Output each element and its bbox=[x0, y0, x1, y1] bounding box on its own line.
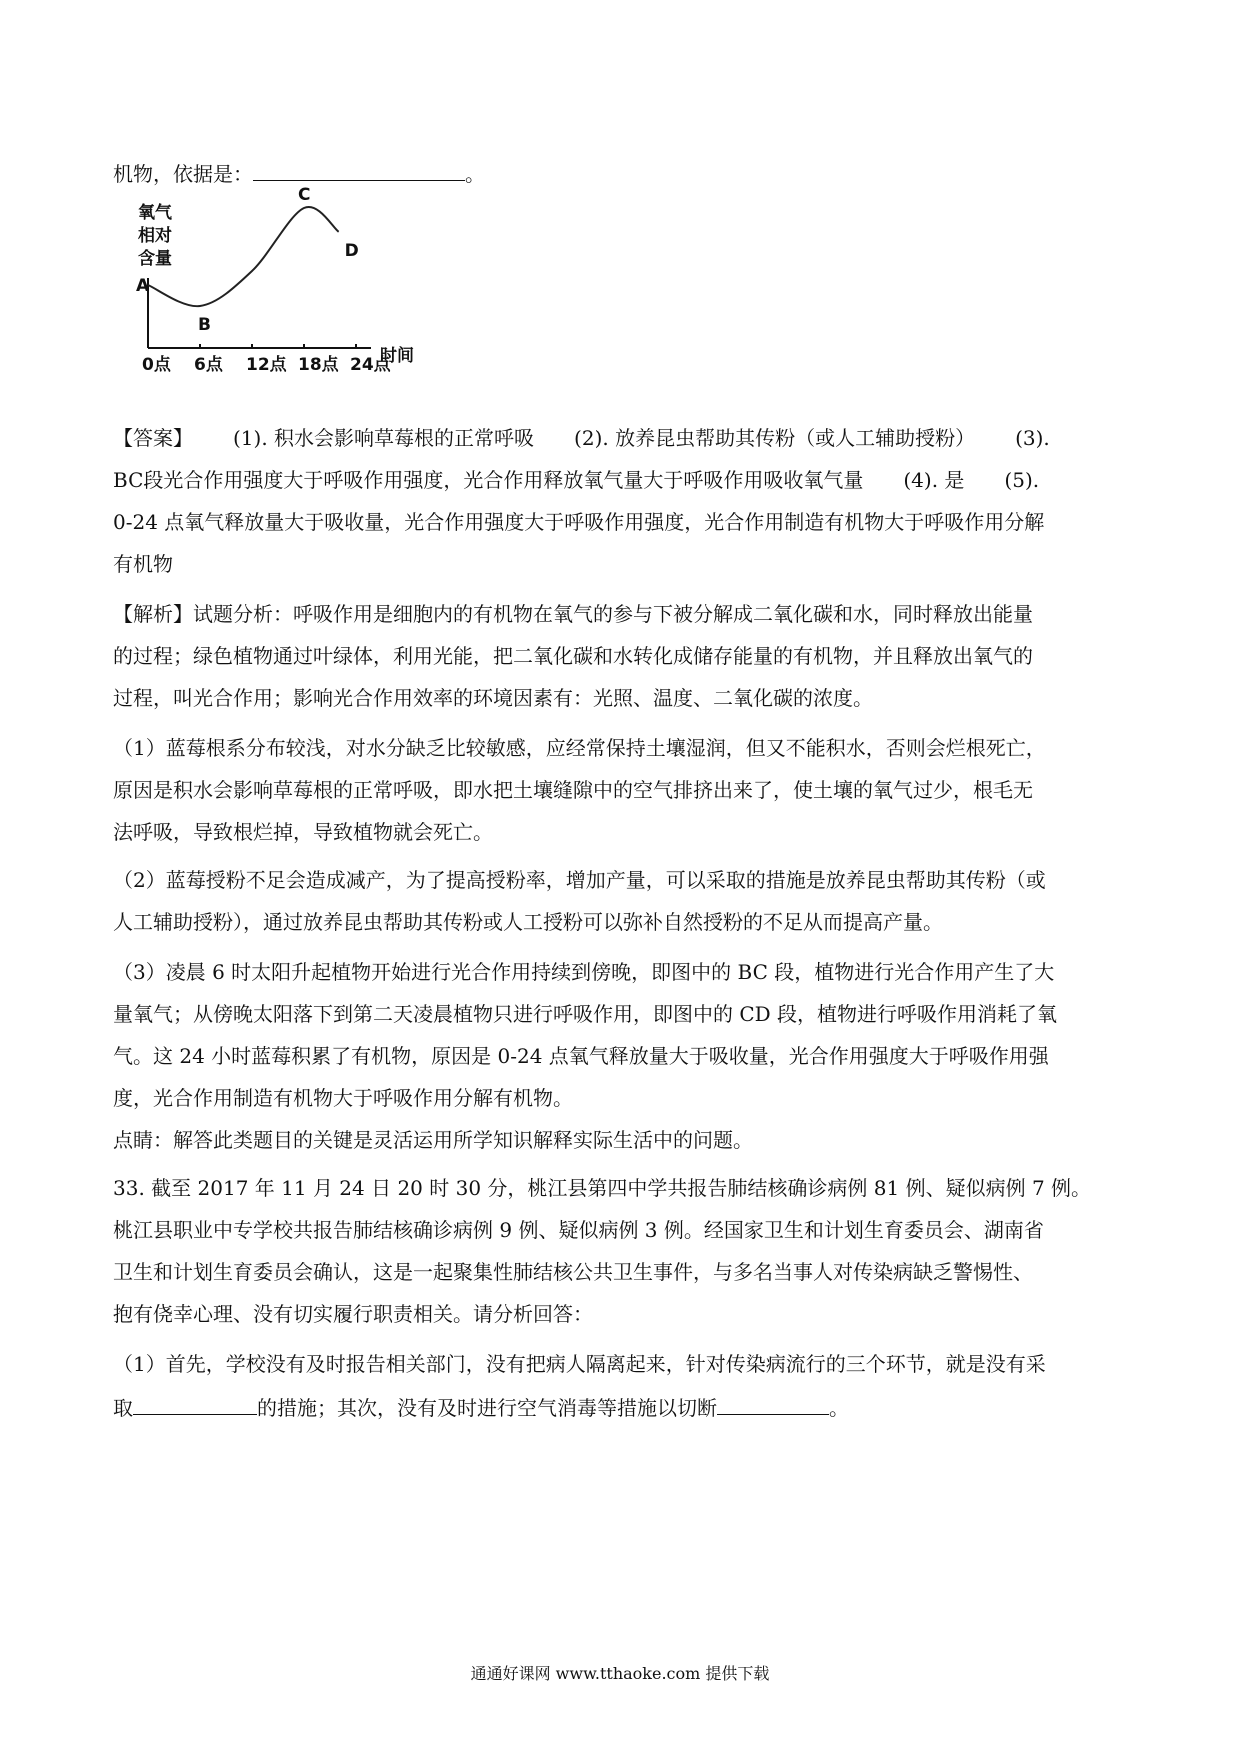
q32-tail-prefix: 机物，依据是： bbox=[113, 162, 253, 186]
analysis-line: 度，光合作用制造有机物大于呼吸作用分解有机物。 bbox=[113, 1086, 573, 1110]
oxygen-curve bbox=[148, 207, 339, 306]
analysis-line: （2）蓝莓授粉不足会造成减产，为了提高授粉率，增加产量，可以采取的措施是放养昆虫帮助其传粉（或 bbox=[113, 868, 1046, 892]
x-tick-label: 6点 bbox=[194, 355, 223, 375]
analysis-line: 过程，叫光合作用；影响光合作用效率的环境因素有：光照、温度、二氧化碳的浓度。 bbox=[113, 686, 873, 710]
point-label-a: A bbox=[136, 276, 150, 296]
answer-1: (1). 积水会影响草莓根的正常呼吸 bbox=[233, 426, 535, 450]
page-footer: 通通好课网 www.tthaoke.com 提供下载 bbox=[470, 1664, 770, 1683]
key-point: 点睛：解答此类题目的关键是灵活运用所学知识解释实际生活中的问题。 bbox=[113, 1128, 753, 1152]
x-axis-tick-labels bbox=[142, 354, 392, 375]
analysis-line: 人工辅助授粉），通过放养昆虫帮助其传粉或人工授粉可以弥补自然授粉的不足从而提高产量。 bbox=[113, 910, 943, 934]
x-axis-label: 时间 bbox=[380, 346, 414, 366]
analysis-line: 量氧气；从傍晚太阳落下到第二天凌晨植物只进行呼吸作用，即图中的 CD 段，植物进行呼吸作用消耗了氧 bbox=[113, 1002, 1058, 1026]
answer-line-3: 0-24 点氧气释放量大于吸收量，光合作用强度大于呼吸作用强度，光合作用制造有机物大于呼吸作用分解 bbox=[113, 510, 1045, 534]
question-33-line: 卫生和计划生育委员会确认，这是一起聚集性肺结核公共卫生事件，与多名当事人对传染病缺乏警惕性、 bbox=[113, 1260, 1033, 1284]
answer-2: (2). 放养昆虫帮助其传粉（或人工辅助授粉） bbox=[574, 426, 976, 450]
point-label-c: C bbox=[298, 185, 311, 205]
answer-line-1 bbox=[113, 424, 1050, 452]
q33-suffix: 。 bbox=[829, 1396, 849, 1420]
x-tick-label: 12点 bbox=[246, 355, 287, 375]
y-axis-label bbox=[138, 202, 173, 269]
analysis-line: 原因是积水会影响草莓根的正常呼吸，即水把土壤缝隙中的空气排挤出来了，使土壤的氧气过少，根毛无 bbox=[113, 778, 1033, 802]
q33-mid: 的措施；其次，没有及时进行空气消毒等措施以切断 bbox=[257, 1396, 717, 1420]
analysis-line: （1）蓝莓根系分布较浅，对水分缺乏比较敏感，应经常保持土壤湿润，但又不能积水，否则会烂根死亡， bbox=[113, 736, 1046, 760]
q33-prefix: 取 bbox=[113, 1396, 133, 1420]
question-33-line: 抱有侥幸心理、没有切实履行职责相关。请分析回答： bbox=[113, 1302, 593, 1326]
analysis-line: 气。这 24 小时蓝莓积累了有机物，原因是 0-24 点氧气释放量大于吸收量，光合作用强度大于呼吸作用强 bbox=[113, 1044, 1049, 1068]
answer-line-2 bbox=[113, 466, 1039, 494]
analysis-line: 【解析】试题分析：呼吸作用是细胞内的有机物在氧气的参与下被分解成二氧化碳和水，同时释放出能量 bbox=[113, 602, 1033, 626]
answer-3: BC段光合作用强度大于呼吸作用强度，光合作用释放氧气量大于呼吸作用吸收氧气量 bbox=[113, 468, 864, 492]
q32-tail-suffix: 。 bbox=[465, 162, 485, 186]
question-33-line: （1）首先，学校没有及时报告相关部门，没有把病人隔离起来，针对传染病流行的三个环节，就是没有采 bbox=[113, 1352, 1046, 1376]
answer-5-number: (5). bbox=[1004, 468, 1040, 492]
point-label-d: D bbox=[344, 240, 359, 261]
analysis-line: （3）凌晨 6 时太阳升起植物开始进行光合作用持续到傍晚，即图中的 BC 段，植物进行光合作用产生了大 bbox=[113, 960, 1055, 984]
answer-4: (4). 是 bbox=[903, 468, 965, 492]
analysis-line: 法呼吸，导致根烂掉，导致植物就会死亡。 bbox=[113, 820, 493, 844]
answer-blank bbox=[717, 1392, 829, 1415]
y-axis-label-line-3: 含量 bbox=[138, 249, 172, 269]
point-label-b: B bbox=[198, 315, 211, 335]
answer-blank bbox=[133, 1392, 257, 1415]
y-axis-label-line-1: 氧气 bbox=[138, 203, 172, 223]
x-tick-label: 18点 bbox=[298, 355, 339, 375]
x-tick-label: 0点 bbox=[142, 355, 171, 375]
analysis-line: 的过程；绿色植物通过叶绿体，利用光能，把二氧化碳和水转化成储存能量的有机物，并且释放出氧气的 bbox=[113, 644, 1033, 668]
x-tick-label: 24点 bbox=[350, 355, 391, 375]
question-33-line: 33. 截至 2017 年 11 月 24 日 20 时 30 分，桃江县第四中学共报告肺结核确诊病例 81 例、疑似病例 7 例。 bbox=[113, 1176, 1092, 1200]
answer-line-4: 有机物 bbox=[113, 552, 173, 576]
y-axis-label-line-2: 相对 bbox=[138, 226, 172, 246]
oxygen-content-graph bbox=[136, 185, 476, 428]
answer-label: 【答案】 bbox=[113, 426, 193, 450]
question-33-line: 桃江县职业中专学校共报告肺结核确诊病例 9 例、疑似病例 3 例。经国家卫生和计划生育委员会、湖南省 bbox=[113, 1218, 1044, 1242]
question-32-tail bbox=[113, 158, 485, 188]
answer-blank bbox=[253, 158, 465, 181]
answer-3-number: (3). bbox=[1015, 426, 1050, 450]
question-33-last-line bbox=[113, 1392, 849, 1422]
